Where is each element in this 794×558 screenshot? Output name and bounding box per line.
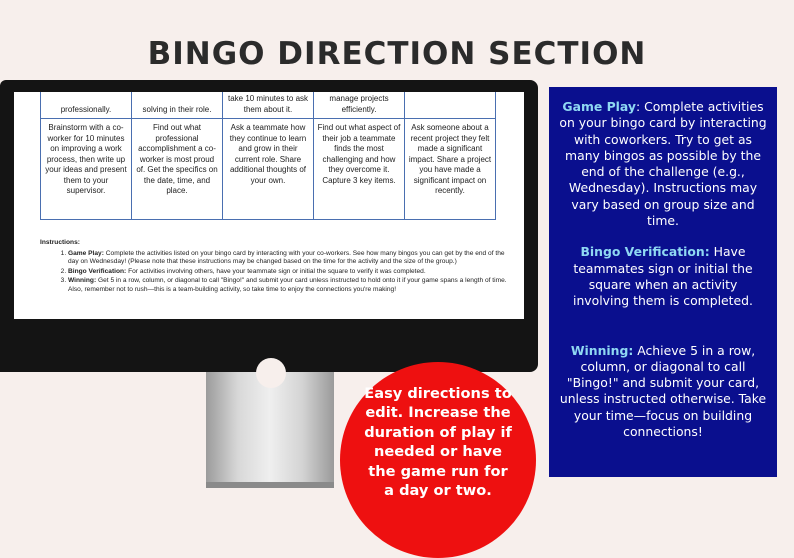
- instruction-text: Get 5 in a row, column, or diagonal to call "Bingo!" and submit your card unless instructed to hold onto it if your game spans a length of time. Also, remember not to rush—this is a team-building activity, so take time to enjoy the connections you're making!: [68, 277, 507, 293]
- bingo-cell: Ask someone about a recent project they felt made a significant impact. Share a project you have made a significant impact on recently.: [405, 119, 496, 220]
- bingo-cell: Find out what professional accomplishment a co-worker is most proud of. Get the specifics on the date, time, and place.: [132, 119, 223, 220]
- winning-label: Winning:: [570, 342, 634, 358]
- winning-text: Achieve 5 in a row, column, or diagonal to call "Bingo!" and submit your card, unless instructed otherwise. Take your time—focus on building connections!: [559, 342, 767, 440]
- game-play-text: : Complete activities on your bingo card by interacting with coworkers. Try to get as many bingos as possible by the end of the challenge (e.g., Wednesday). Instructions may vary based on group size and time.: [559, 99, 767, 229]
- bingo-cell: manage projects efficiently.: [314, 92, 405, 119]
- instructions-heading: Instructions:: [40, 239, 80, 246]
- bingo-cell: professionally.: [41, 92, 132, 119]
- game-play-paragraph: [559, 99, 767, 229]
- instruction-text: For activities involving others, have your teammate sign or initial the square to verify it was completed.: [128, 267, 426, 275]
- callout-text: Easy directions to edit. Increase the duration of play if needed or have the game run for a day or two.: [364, 385, 512, 500]
- bingo-cell: solving in their role.: [132, 92, 223, 119]
- winning-paragraph: [559, 343, 767, 441]
- list-item: [68, 277, 510, 294]
- list-item: [68, 250, 510, 267]
- page-title: BINGO DIRECTION SECTION: [147, 36, 647, 72]
- directions-panel: [549, 87, 777, 477]
- stand-base: [206, 482, 334, 488]
- monitor-screen: [14, 92, 524, 319]
- list-item: [68, 268, 510, 277]
- instruction-label: Winning:: [68, 277, 97, 285]
- instruction-label: Bingo Verification:: [68, 267, 127, 275]
- bingo-cell: Ask a teammate how they continue to learn and grow in their current role. Share additional thoughts of your own.: [223, 119, 314, 220]
- table-row: [41, 119, 496, 220]
- bingo-cell: take 10 minutes to ask them about it.: [223, 92, 314, 119]
- verification-label: Bingo Verification:: [580, 244, 710, 260]
- bingo-card-table: [40, 92, 496, 220]
- game-play-label: Game Play: [562, 99, 636, 114]
- stand-cutout: [256, 358, 286, 388]
- monitor: [0, 80, 538, 372]
- instructions-block: [40, 239, 510, 296]
- monitor-stand: [206, 372, 334, 482]
- instruction-text: Complete the activities listed on your bingo card by interacting with your co-workers. See how many bingos you can get by the end of the day on Wednesday! (Please note that these instructions may be changed based on the time for the activity and the size of the group.): [68, 249, 505, 266]
- bingo-cell: Find out what aspect of their job a teammate finds the most challenging and how they overcome it. Capture 3 key items.: [314, 119, 405, 220]
- bingo-cell: Brainstorm with a co-worker for 10 minutes on improving a work process, then write up your ideas and present them to your supervisor.: [41, 119, 132, 220]
- instructions-list: [40, 250, 510, 295]
- instruction-label: Game Play:: [68, 249, 104, 257]
- verification-paragraph: [559, 244, 767, 309]
- bingo-cell: [405, 92, 496, 119]
- verification-text: Have teammates sign or initial the square when an activity involving them is completed.: [573, 244, 753, 309]
- table-row: [41, 92, 496, 119]
